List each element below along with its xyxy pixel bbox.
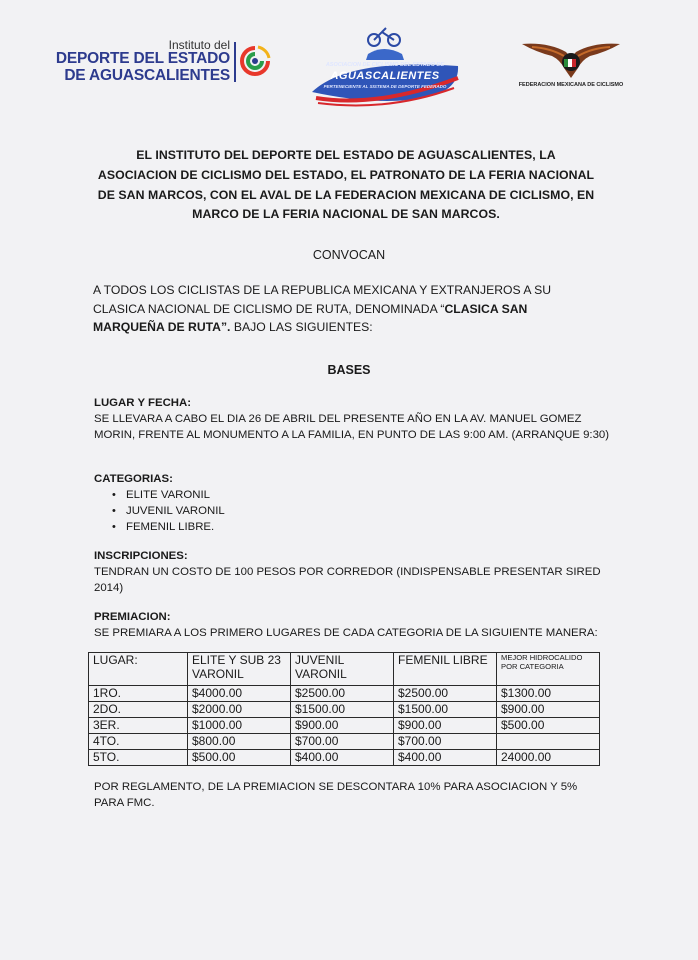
convocatoria-paragraph	[93, 281, 593, 337]
lugar-fecha-text: SE LLEVARA A CABO EL DIA 26 DE ABRIL DEL PRESENTE AÑO EN LA AV. MANUEL GOMEZ MORIN, FRENTE AL MONUMENTO A LA FAMILIA, EN PUNTO DE LAS 9:00 AM. (ARRANQUE 9:30)	[94, 413, 610, 441]
asociacion-ciclismo-logo	[308, 26, 462, 108]
table-cell: $1500.00	[394, 702, 497, 718]
logo-instituto-small-text: Instituto del	[168, 38, 230, 52]
logo-asociacion-small-text: ASOCIACION DE CICLISMO DEL ESTADO DE	[325, 62, 445, 68]
table-row	[89, 734, 600, 750]
convocatoria-text-1: A TODOS LOS CICLISTAS DE LA REPUBLICA MEXICANA Y EXTRANJEROS A SU CLASICA NACIONAL DE CICLISMO DE RUTA, DENOMINADA “	[93, 283, 552, 316]
table-cell: 2DO.	[89, 702, 188, 718]
table-cell: $2500.00	[291, 686, 394, 702]
ide-emblem-icon	[238, 44, 272, 80]
table-cell: $500.00	[188, 750, 291, 766]
table-cell: $700.00	[291, 734, 394, 750]
table-cell: $800.00	[188, 734, 291, 750]
header-elite: ELITE Y SUB 23 VARONIL	[188, 653, 291, 686]
logo-asociacion-tagline: PERTENECIENTE AL SISTEMA DE DEPORTE FEDERADO	[323, 84, 447, 89]
header-juvenil: JUVENIL VARONIL	[291, 653, 394, 686]
lugar-fecha-section	[94, 395, 614, 443]
table-cell: $900.00	[497, 702, 600, 718]
prize-table	[88, 652, 600, 766]
header-hidrocalido: MEJOR HIDROCALIDO POR CATEGORIA	[497, 653, 600, 686]
race-name: CLASICA SAN MARQUEÑA DE RUTA”.	[93, 301, 528, 334]
table-cell: $400.00	[291, 750, 394, 766]
list-item: • JUVENIL VARONIL	[112, 503, 614, 519]
premiacion-title: PREMIACION:	[94, 611, 171, 623]
logo-instituto-line1: DEPORTE DEL ESTADO	[55, 50, 230, 67]
header-femenil: FEMENIL LIBRE	[394, 653, 497, 686]
logo-asociacion-name: AGUASCALIENTES	[330, 70, 440, 82]
header-lugar: LUGAR:	[89, 653, 188, 686]
table-cell: $1000.00	[188, 718, 291, 734]
list-item: • ELITE VARONIL	[112, 487, 614, 503]
bases-heading: BASES	[327, 363, 371, 377]
logo-instituto-line2: DE AGUASCALIENTES	[64, 67, 230, 84]
logo-federacion-caption: FEDERACION MEXICANA DE CICLISMO	[518, 82, 624, 88]
table-cell: $2000.00	[188, 702, 291, 718]
table-row	[89, 718, 600, 734]
intro-paragraph: EL INSTITUTO DEL DEPORTE DEL ESTADO DE AGUASCALIENTES, LA ASOCIACION DE CICLISMO DEL ESTADO, EL PATRONATO DE LA FERIA NACIONAL DE SAN MARCOS, CON EL AVAL DE LA FEDERACION MEXICANA DE CICLISMO, EN MARCO DE LA FERIA NACIONAL DE SAN MARCOS.	[97, 148, 595, 222]
table-row	[89, 686, 600, 702]
eagle-emblem-icon	[518, 38, 624, 80]
table-row	[89, 750, 600, 766]
categorias-section	[94, 471, 614, 535]
table-cell: $900.00	[394, 718, 497, 734]
convocatoria-text-2: BAJO LAS SIGUIENTES:	[230, 320, 373, 334]
categorias-list	[94, 487, 614, 535]
table-cell: $1500.00	[291, 702, 394, 718]
table-cell: 5TO.	[89, 750, 188, 766]
convocan-heading: CONVOCAN	[312, 248, 386, 262]
table-cell: $500.00	[497, 718, 600, 734]
table-cell: 24000.00	[497, 750, 600, 766]
table-cell: 1RO.	[89, 686, 188, 702]
table-row	[89, 702, 600, 718]
table-header-row	[89, 653, 600, 686]
table-cell: $1300.00	[497, 686, 600, 702]
table-cell: $2500.00	[394, 686, 497, 702]
table-cell: $700.00	[394, 734, 497, 750]
instituto-deporte-logo	[55, 38, 272, 86]
premiacion-section	[94, 609, 614, 641]
table-cell: $4000.00	[188, 686, 291, 702]
table-cell: $900.00	[291, 718, 394, 734]
table-cell: $400.00	[394, 750, 497, 766]
logo-divider	[234, 42, 236, 82]
lugar-fecha-title: LUGAR Y FECHA:	[94, 397, 192, 409]
inscripciones-section	[94, 548, 614, 596]
inscripciones-text: TENDRAN UN COSTO DE 100 PESOS POR CORREDOR (INDISPENSABLE PRESENTAR SIRED 2014)	[94, 566, 601, 594]
table-cell: 4TO.	[89, 734, 188, 750]
federacion-mexicana-logo	[518, 38, 624, 94]
table-cell	[497, 734, 600, 750]
table-cell: 3ER.	[89, 718, 188, 734]
categorias-title: CATEGORIAS:	[94, 473, 173, 485]
premiacion-text: SE PREMIARA A LOS PRIMERO LUGARES DE CADA CATEGORIA DE LA SIGUIENTE MANERA:	[94, 627, 598, 639]
list-item: • FEMENIL LIBRE.	[112, 519, 614, 535]
reglamento-paragraph: POR REGLAMENTO, DE LA PREMIACION SE DESCONTARA 10% PARA ASOCIACION Y 5% PARA FMC.	[94, 781, 578, 809]
inscripciones-title: INSCRIPCIONES:	[94, 550, 188, 562]
